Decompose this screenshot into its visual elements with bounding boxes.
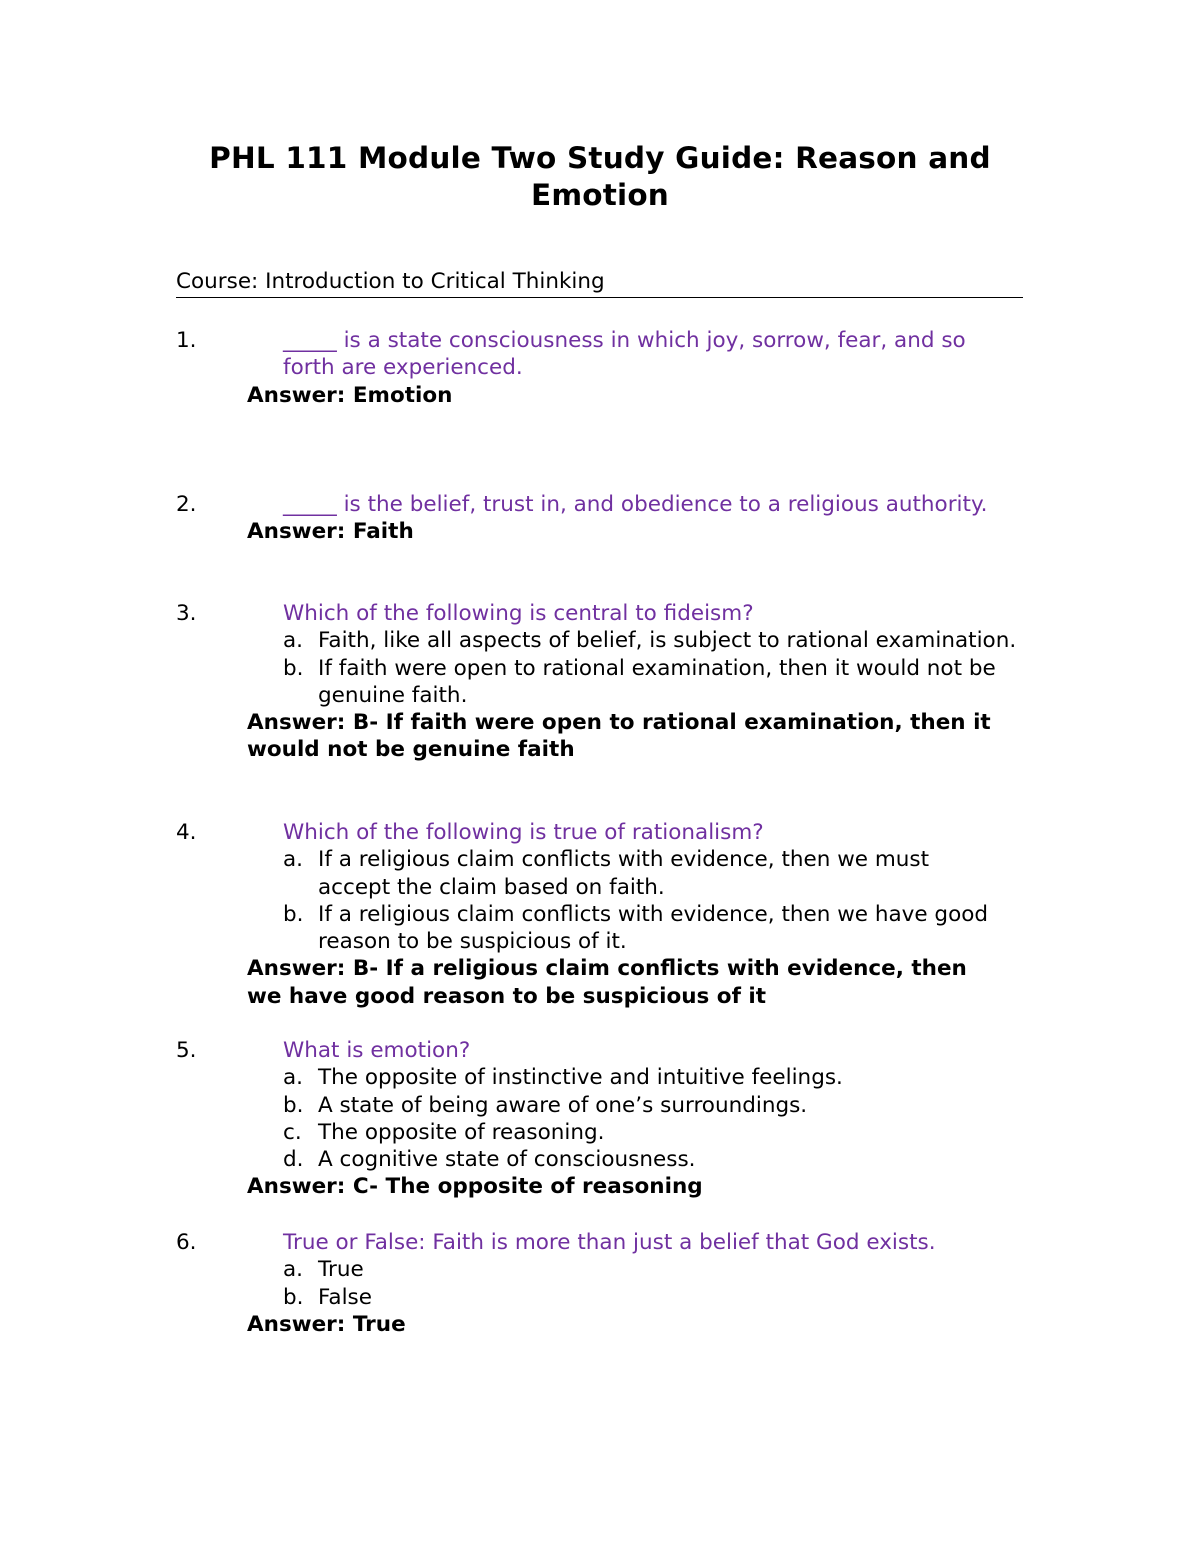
option-list bbox=[283, 1064, 1043, 1173]
option-text: True bbox=[318, 1257, 364, 1283]
answer: Answer: True bbox=[247, 1311, 406, 1337]
course-line: Course: Introduction to Critical Thinking bbox=[176, 268, 1023, 298]
option-list bbox=[283, 1256, 1043, 1311]
option-item bbox=[283, 901, 1003, 956]
option-text: Faith, like all aspects of belief, is subject to rational examination. bbox=[318, 628, 1017, 654]
question-number: 6. bbox=[176, 1230, 197, 1255]
question-number: 1. bbox=[176, 328, 197, 353]
question-3 bbox=[176, 600, 1036, 764]
answer: Answer: B- If a religious claim conflicts with evidence, then we have good reason to be suspicious of it bbox=[247, 956, 967, 1009]
option-list bbox=[283, 627, 1043, 709]
option-letter: a. bbox=[283, 1065, 304, 1091]
option-item bbox=[283, 1119, 1043, 1146]
option-item bbox=[283, 846, 1003, 901]
question-text: _____ is a state consciousness in which joy, sorrow, fear, and so forth are experienced. bbox=[283, 328, 966, 381]
option-letter: a. bbox=[283, 628, 304, 654]
option-letter: b. bbox=[283, 655, 304, 681]
question-text: Which of the following is central to fideism? bbox=[283, 601, 754, 626]
option-item bbox=[283, 1256, 1043, 1283]
option-text: If faith were open to rational examination, then it would not be genuine faith. bbox=[318, 655, 996, 708]
option-text: If a religious claim conflicts with evidence, then we must accept the claim based on faith. bbox=[318, 847, 930, 900]
option-text: False bbox=[318, 1284, 372, 1310]
question-number: 4. bbox=[176, 820, 197, 845]
question-text: Which of the following is true of rationalism? bbox=[283, 820, 764, 845]
question-number: 2. bbox=[176, 492, 197, 517]
question-1 bbox=[176, 327, 1036, 409]
option-item bbox=[283, 627, 1043, 654]
option-letter: a. bbox=[283, 1257, 304, 1283]
page-title: PHL 111 Module Two Study Guide: Reason and Emotion bbox=[209, 141, 991, 212]
option-letter: b. bbox=[283, 1284, 304, 1310]
question-text: _____ is the belief, trust in, and obedience to a religious authority. bbox=[283, 492, 988, 517]
answer: Answer: Faith bbox=[247, 519, 414, 545]
option-letter: d. bbox=[283, 1147, 304, 1173]
answer: Answer: C- The opposite of reasoning bbox=[247, 1174, 703, 1200]
option-text: A state of being aware of one’s surroundings. bbox=[318, 1092, 808, 1118]
option-item bbox=[283, 655, 1043, 710]
question-number: 5. bbox=[176, 1038, 197, 1063]
question-text: What is emotion? bbox=[283, 1038, 471, 1063]
question-4 bbox=[176, 819, 1036, 1010]
option-letter: b. bbox=[283, 901, 304, 927]
option-item bbox=[283, 1064, 1043, 1091]
answer: Answer: Emotion bbox=[247, 382, 453, 408]
option-letter: a. bbox=[283, 847, 304, 873]
option-letter: b. bbox=[283, 1092, 304, 1118]
option-item bbox=[283, 1092, 1043, 1119]
question-5 bbox=[176, 1037, 1036, 1201]
answer: Answer: B- If faith were open to rational examination, then it would not be genuine faith bbox=[247, 710, 991, 763]
option-letter: c. bbox=[283, 1119, 302, 1145]
option-text: A cognitive state of consciousness. bbox=[318, 1147, 696, 1173]
question-text: True or False: Faith is more than just a belief that God exists. bbox=[283, 1230, 936, 1255]
question-2 bbox=[176, 491, 1036, 546]
option-text: If a religious claim conflicts with evidence, then we have good reason to be suspicious of it. bbox=[318, 901, 989, 955]
question-number: 3. bbox=[176, 601, 197, 626]
option-text: The opposite of instinctive and intuitive feelings. bbox=[318, 1065, 843, 1091]
option-item bbox=[283, 1146, 1043, 1173]
option-list bbox=[283, 846, 1003, 955]
question-6 bbox=[176, 1229, 1036, 1338]
option-item bbox=[283, 1284, 1043, 1311]
option-text: The opposite of reasoning. bbox=[318, 1119, 605, 1145]
